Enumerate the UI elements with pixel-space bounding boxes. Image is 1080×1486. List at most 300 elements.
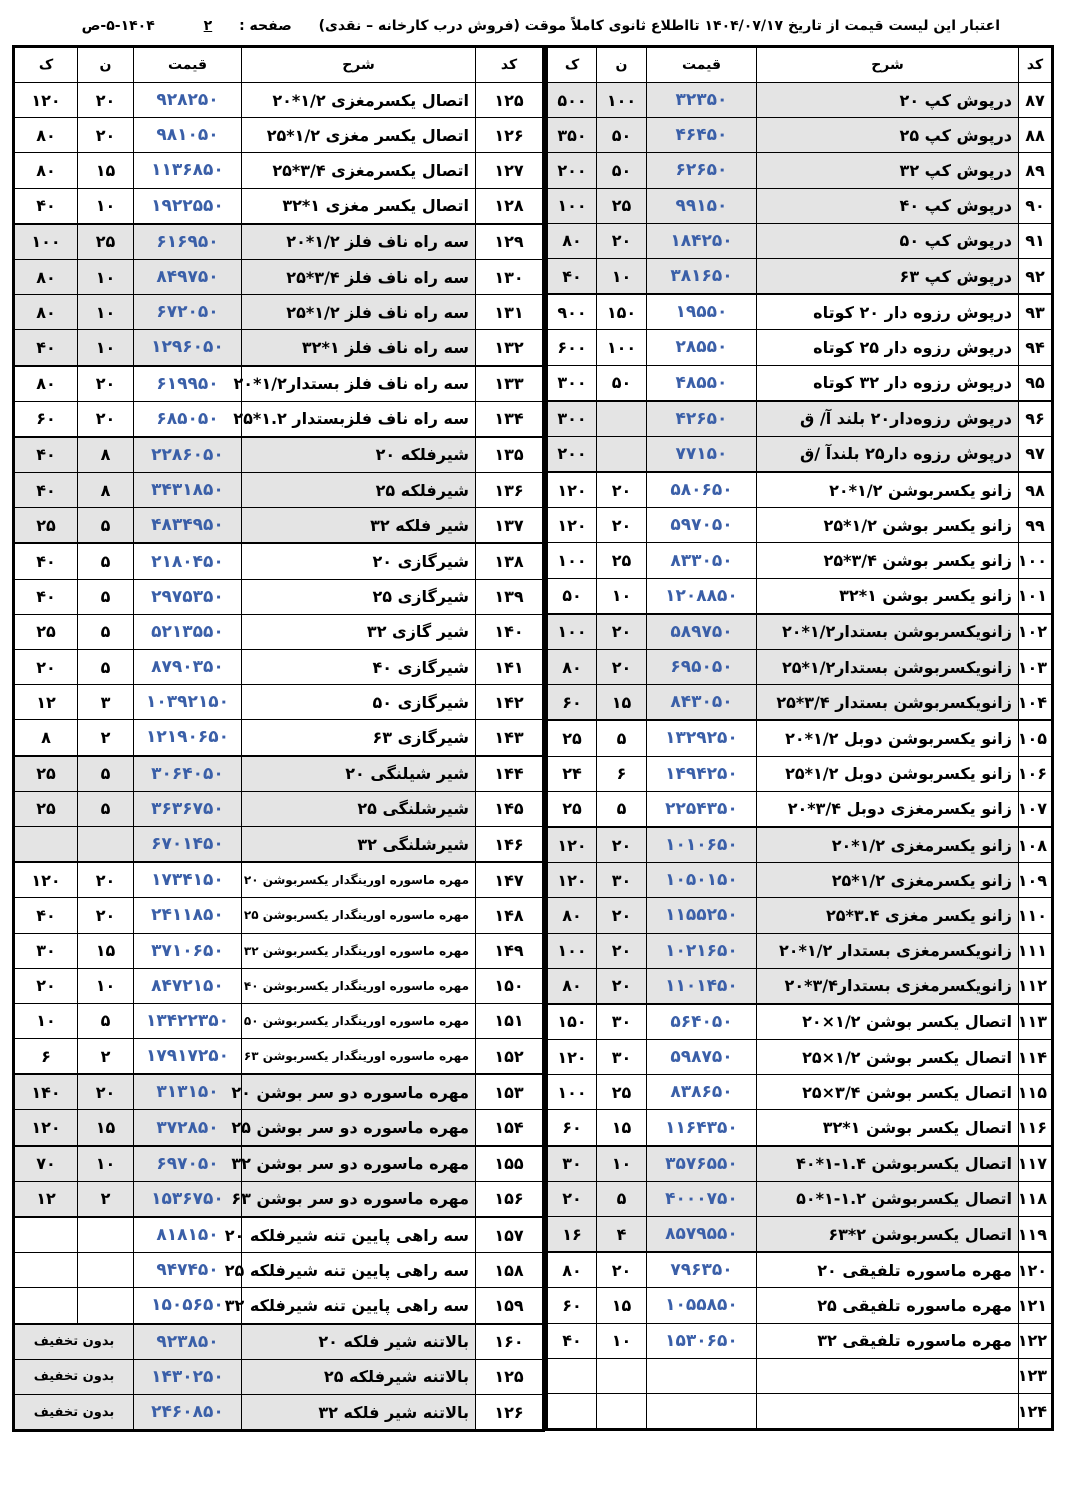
row-description: مهره ماسوره اورینگدار یکسربوشن ۲۵ — [242, 898, 476, 933]
row-n: ۵۰ — [597, 153, 647, 188]
price-table-left — [12, 45, 545, 1432]
row-code: ۱۲۵ — [476, 1359, 544, 1394]
row-code: ۱۱۸ — [1019, 1181, 1053, 1216]
row-k: ۲۵ — [547, 791, 597, 827]
table-row — [14, 508, 544, 544]
row-price: ۸۳۸۶۵۰ — [647, 1075, 757, 1110]
row-n: ۲ — [78, 1039, 134, 1075]
table-row — [547, 83, 1053, 118]
row-price: ۶۱۶۹۵۰ — [134, 224, 242, 260]
row-description: سه راه ناف فلز ۱*۳۲ — [242, 330, 476, 366]
row-price: ۱۹۵۵۰ — [647, 294, 757, 330]
col-n: ن — [78, 47, 134, 83]
table-row — [547, 436, 1053, 472]
table-row — [547, 720, 1053, 756]
row-code: ۱۱۰ — [1019, 898, 1053, 933]
row-k: ۲۵ — [14, 756, 78, 792]
row-code: ۱۱۴ — [1019, 1040, 1053, 1075]
row-n: ۸ — [78, 473, 134, 508]
row-k: ۳۰ — [547, 1146, 597, 1182]
row-description: زانو یکسرمغزی ۱/۲*۲۰ — [757, 827, 1019, 863]
row-price: ۹۲۸۲۵۰ — [134, 83, 242, 118]
row-n: ۲۰ — [597, 933, 647, 968]
row-k: ۱۰۰ — [547, 188, 597, 223]
row-description: اتصال یکسربوشن ۲*۶۳ — [757, 1217, 1019, 1253]
row-k: ۸۰ — [14, 153, 78, 188]
row-k: ۳۰۰ — [547, 401, 597, 437]
col-k: ک — [547, 47, 597, 83]
row-code: ۱۱۲ — [1019, 968, 1053, 1004]
row-k: ۴۰ — [547, 258, 597, 294]
row-description: سه راهی پایین تنه شیرفلکه ۲۵ — [242, 1253, 476, 1288]
row-n: ۵ — [78, 579, 134, 614]
col-price: قیمت — [134, 47, 242, 83]
row-price: ۸۴۷۲۱۵۰ — [134, 968, 242, 1003]
table-row — [14, 614, 544, 649]
row-price: ۳۷۱۰۶۵۰ — [134, 933, 242, 968]
table-row — [547, 188, 1053, 223]
row-n: ۱۰ — [78, 259, 134, 294]
row-n: ۱۰ — [597, 258, 647, 294]
row-n: ۵ — [78, 791, 134, 826]
row-n: ۱۰ — [597, 578, 647, 614]
row-code: ۹۳ — [1019, 294, 1053, 330]
row-code: ۱۵۱ — [476, 1003, 544, 1038]
row-k: ۵۰۰ — [547, 83, 597, 118]
table-row — [547, 472, 1053, 508]
row-k: ۲۴ — [547, 756, 597, 791]
row-n: ۶ — [597, 756, 647, 791]
row-code: ۱۰۶ — [1019, 756, 1053, 791]
row-code: ۱۳۳ — [476, 366, 544, 402]
row-price: ۴۸۵۵۰ — [647, 365, 757, 401]
doc-code: ۱۴۰۴-۵-ص — [81, 18, 155, 34]
row-code: ۹۹ — [1019, 508, 1053, 543]
row-k: ۲۵ — [14, 791, 78, 826]
row-code: ۱۱۹ — [1019, 1217, 1053, 1253]
row-n: ۱۰ — [78, 1146, 134, 1182]
row-code: ۱۰۰ — [1019, 543, 1053, 578]
row-n: ۱۰ — [78, 188, 134, 224]
row-price: ۹۴۷۴۵۰ — [134, 1253, 242, 1288]
row-n: ۲۰ — [597, 1252, 647, 1288]
row-description: اتصال یکسرمغزی ۱/۲*۲۰ — [242, 83, 476, 118]
table-row — [547, 401, 1053, 437]
row-price: ۵۶۴۰۵۰ — [647, 1004, 757, 1040]
row-n: ۲۰ — [597, 650, 647, 685]
row-k: ۸۰ — [547, 223, 597, 258]
row-n: ۲۰ — [597, 898, 647, 933]
table-row — [14, 862, 544, 898]
row-code: ۹۱ — [1019, 223, 1053, 258]
row-code: ۱۵۰ — [476, 968, 544, 1003]
row-n: ۱۵ — [597, 1110, 647, 1146]
table-row — [547, 756, 1053, 791]
row-price: ۳۲۳۵۰ — [647, 83, 757, 118]
row-n: ۲۰ — [597, 223, 647, 258]
row-code: ۱۳۰ — [476, 259, 544, 294]
table-row — [547, 614, 1053, 650]
table-row — [14, 295, 544, 330]
row-n: ۵ — [78, 508, 134, 544]
row-price: ۱۱۶۴۳۵۰ — [647, 1110, 757, 1146]
table-row — [14, 473, 544, 508]
row-k: ۴۰ — [14, 473, 78, 508]
row-price: ۶۷۰۱۴۵۰ — [134, 826, 242, 862]
row-price: ۹۲۳۸۵۰ — [134, 1324, 242, 1360]
row-code: ۱۶۰ — [476, 1324, 544, 1360]
row-k: ۲۰۰ — [547, 153, 597, 188]
row-description: شیرگازی ۶۳ — [242, 720, 476, 756]
row-code: ۱۲۲ — [1019, 1323, 1053, 1358]
table-row — [547, 578, 1053, 614]
table-row — [14, 1253, 544, 1288]
row-code: ۱۰۸ — [1019, 827, 1053, 863]
row-n: ۲۰ — [78, 1074, 134, 1110]
table-row — [547, 1217, 1053, 1253]
row-description: مهره ماسوره تلفیقی ۲۵ — [757, 1288, 1019, 1323]
row-description: درپوش کپ ۲۵ — [757, 118, 1019, 153]
table-header-row — [14, 47, 544, 83]
table-row — [14, 118, 544, 153]
table-row — [14, 1039, 544, 1075]
col-desc: شرح — [757, 47, 1019, 83]
row-description: مهره ماسوره دو سر بوشن ۲۵ — [242, 1110, 476, 1146]
row-k: ۲۰ — [14, 968, 78, 1003]
row-description: زانو یکسر بوشن ۱/۲*۲۵ — [757, 508, 1019, 543]
table-row — [14, 366, 544, 402]
row-k: ۲۵ — [14, 614, 78, 649]
row-description: سه راهی پایین تنه شیرفلکه ۳۲ — [242, 1288, 476, 1324]
row-k: ۸۰ — [14, 295, 78, 330]
row-price: ۳۱۳۱۵۰ — [134, 1074, 242, 1110]
row-k: ۲۰ — [547, 1181, 597, 1216]
row-n: ۱۵ — [78, 153, 134, 188]
row-n: ۵۰ — [597, 118, 647, 153]
table-body-left — [14, 83, 544, 1431]
row-price — [647, 1393, 757, 1429]
row-code: ۱۳۸ — [476, 543, 544, 579]
row-description: زانو یکسربوشن دوبل ۱/۲*۲۰ — [757, 720, 1019, 756]
row-description: مهره ماسوره اورینگدار یکسربوشن ۲۰ — [242, 862, 476, 898]
row-price: ۱۳۴۲۲۳۵۰ — [134, 1003, 242, 1038]
row-description: مهره ماسوره دو سر بوشن ۲۰ — [242, 1074, 476, 1110]
row-n: ۲۰ — [78, 898, 134, 933]
row-code: ۱۴۰ — [476, 614, 544, 649]
row-description: مهره ماسوره اورینگدار یکسربوشن ۶۳ — [242, 1039, 476, 1075]
row-code: ۱۵۲ — [476, 1039, 544, 1075]
row-note: بدون تخفیف — [14, 1324, 134, 1360]
row-price: ۲۸۵۵۰ — [647, 330, 757, 365]
row-price: ۸۳۳۰۵۰ — [647, 543, 757, 578]
row-description: شیرشلنگی ۲۵ — [242, 791, 476, 826]
row-price: ۷۷۱۵۰ — [647, 436, 757, 472]
row-description: مهره ماسوره تلفیقی ۲۰ — [757, 1252, 1019, 1288]
row-k: ۸۰ — [14, 366, 78, 402]
row-n: ۲۵ — [597, 1075, 647, 1110]
row-price: ۱۹۲۲۵۵۰ — [134, 188, 242, 224]
row-code: ۱۴۷ — [476, 862, 544, 898]
table-row — [547, 1393, 1053, 1429]
table-body-right — [547, 83, 1053, 1430]
row-price: ۹۸۱۰۵۰ — [134, 118, 242, 153]
row-k: ۱۰ — [14, 1003, 78, 1038]
row-k: ۸۰ — [14, 118, 78, 153]
row-price: ۵۸۰۶۵۰ — [647, 472, 757, 508]
row-description: شیرشلنگی ۳۲ — [242, 826, 476, 862]
row-n: ۳۰ — [597, 1040, 647, 1075]
row-k: ۶۰ — [14, 401, 78, 437]
row-description: زانو یکسر مغزی ۳.۴*۲۵ — [757, 898, 1019, 933]
row-k: ۲۵ — [14, 508, 78, 544]
row-price: ۱۲۱۹۰۶۵۰ — [134, 720, 242, 756]
row-price: ۱۴۹۴۲۵۰ — [647, 756, 757, 791]
row-k: ۸۰ — [547, 650, 597, 685]
page-label — [182, 18, 292, 34]
row-description: درپوش رزوه دار ۳۲ کوتاه — [757, 365, 1019, 401]
row-n — [78, 1288, 134, 1324]
row-k: ۴۰ — [547, 1323, 597, 1358]
row-k: ۷۰ — [14, 1146, 78, 1182]
row-k: ۱۲۰ — [547, 508, 597, 543]
row-description: شیر گازی ۳۲ — [242, 614, 476, 649]
row-n: ۳ — [78, 685, 134, 720]
row-code: ۱۵۷ — [476, 1217, 544, 1253]
row-code: ۹۲ — [1019, 258, 1053, 294]
row-code: ۹۷ — [1019, 436, 1053, 472]
row-n: ۱۰۰ — [597, 330, 647, 365]
col-n: ن — [597, 47, 647, 83]
row-price: ۶۸۵۰۵۰ — [134, 401, 242, 437]
row-k — [14, 1288, 78, 1324]
row-k: ۶۰ — [547, 1110, 597, 1146]
row-code: ۱۲۶ — [476, 118, 544, 153]
row-description: زانویکسربوشن بستدار۱/۲*۲۵ — [757, 650, 1019, 685]
table-row — [14, 579, 544, 614]
row-k: ۱۲ — [14, 685, 78, 720]
row-description: مهره ماسوره اورینگدار یکسربوشن ۵۰ — [242, 1003, 476, 1038]
row-description: زانو یکسرمغزی ۱/۲*۲۵ — [757, 863, 1019, 898]
row-description: مهره ماسوره تلفیقی ۳۲ — [757, 1323, 1019, 1358]
row-n: ۲ — [78, 1181, 134, 1217]
table-row — [547, 791, 1053, 827]
row-n: ۵ — [597, 791, 647, 827]
table-row — [547, 223, 1053, 258]
row-k: ۸۰ — [547, 968, 597, 1004]
row-n: ۱۵ — [597, 1288, 647, 1323]
row-code: ۱۰۳ — [1019, 650, 1053, 685]
row-n — [597, 401, 647, 437]
row-n: ۵ — [78, 1003, 134, 1038]
row-n: ۵ — [597, 720, 647, 756]
row-k: ۱۲۰ — [547, 472, 597, 508]
row-price: ۵۲۱۳۵۵۰ — [134, 614, 242, 649]
table-row — [14, 437, 544, 473]
row-description: زانو یکسربوشن دوبل ۱/۲*۲۵ — [757, 756, 1019, 791]
row-price: ۴۰۰۰۷۵۰ — [647, 1181, 757, 1216]
table-row — [14, 1003, 544, 1038]
row-price: ۱۴۳۰۲۵۰ — [134, 1359, 242, 1394]
row-price: ۱۵۳۰۶۵۰ — [647, 1323, 757, 1358]
row-n: ۲۰ — [78, 366, 134, 402]
row-price: ۳۸۱۶۵۰ — [647, 258, 757, 294]
page-header — [81, 18, 1000, 42]
row-n: ۱۰ — [597, 1323, 647, 1358]
row-description: شیرگازی ۲۰ — [242, 543, 476, 579]
row-k: ۴۰ — [14, 543, 78, 579]
row-k: ۸۰ — [547, 1252, 597, 1288]
row-price: ۳۰۶۴۰۵۰ — [134, 756, 242, 792]
table-row — [547, 508, 1053, 543]
row-price: ۷۹۶۳۵۰ — [647, 1252, 757, 1288]
row-code: ۱۴۴ — [476, 756, 544, 792]
row-code: ۱۱۱ — [1019, 933, 1053, 968]
row-price: ۶۹۷۰۵۰ — [134, 1146, 242, 1182]
row-description: زانویکسربوشن بستدار ۳/۴*۲۵ — [757, 685, 1019, 721]
row-code: ۱۲۶ — [476, 1394, 544, 1430]
row-code: ۱۴۶ — [476, 826, 544, 862]
row-n: ۲۰ — [597, 968, 647, 1004]
table-row — [547, 1323, 1053, 1358]
row-n — [597, 1358, 647, 1393]
row-n: ۴ — [597, 1217, 647, 1253]
row-price: ۶۷۲۰۵۰ — [134, 295, 242, 330]
row-k: ۱۶ — [547, 1217, 597, 1253]
row-price: ۴۶۴۵۰ — [647, 118, 757, 153]
row-k — [14, 826, 78, 862]
table-row — [14, 1359, 544, 1394]
row-price: ۲۴۶۰۸۵۰ — [134, 1394, 242, 1430]
row-price: ۶۲۶۵۰ — [647, 153, 757, 188]
row-code: ۱۳۶ — [476, 473, 544, 508]
row-price: ۱۷۳۴۱۵۰ — [134, 862, 242, 898]
row-n: ۲۰ — [597, 614, 647, 650]
row-price: ۱۷۹۱۷۲۵۰ — [134, 1039, 242, 1075]
row-price: ۸۴۳۰۵۰ — [647, 685, 757, 721]
table-row — [14, 826, 544, 862]
row-note: بدون تخفیف — [14, 1359, 134, 1394]
table-row — [547, 1075, 1053, 1110]
row-code: ۱۵۸ — [476, 1253, 544, 1288]
table-row — [14, 1288, 544, 1324]
row-n: ۵ — [78, 614, 134, 649]
row-description: سه راه ناف فلز ۱/۲*۲۵ — [242, 295, 476, 330]
table-row — [14, 720, 544, 756]
row-code: ۱۴۵ — [476, 791, 544, 826]
row-k: ۲۰۰ — [547, 436, 597, 472]
table-row — [547, 1358, 1053, 1393]
row-description: درپوش رزوه‌دار۲۰ بلند آ/ ق — [757, 401, 1019, 437]
row-price: ۵۸۹۷۵۰ — [647, 614, 757, 650]
row-n: ۲۰ — [78, 401, 134, 437]
row-price: ۳۷۲۸۵۰ — [134, 1110, 242, 1146]
table-row — [547, 294, 1053, 330]
row-n: ۸ — [78, 437, 134, 473]
row-k: ۱۰۰ — [547, 1075, 597, 1110]
row-price: ۵۹۷۰۵۰ — [647, 508, 757, 543]
table-row — [14, 650, 544, 685]
row-description: شیرگازی ۲۵ — [242, 579, 476, 614]
row-price: ۲۹۷۵۳۵۰ — [134, 579, 242, 614]
row-description: زانو یکسربوشن ۱/۲*۲۰ — [757, 472, 1019, 508]
row-description: شیرفلکه ۲۵ — [242, 473, 476, 508]
table-row — [547, 898, 1053, 933]
row-code: ۱۵۳ — [476, 1074, 544, 1110]
row-n — [78, 1253, 134, 1288]
row-k: ۴۰ — [14, 898, 78, 933]
row-description: درپوش کپ ۲۰ — [757, 83, 1019, 118]
row-code: ۹۸ — [1019, 472, 1053, 508]
row-description: مهره ماسوره دو سر بوشن ۶۳ — [242, 1181, 476, 1217]
table-row — [547, 118, 1053, 153]
row-n: ۲۵ — [597, 543, 647, 578]
row-description: سه راه ناف فلز ۱/۲*۲۰ — [242, 224, 476, 260]
table-row — [14, 401, 544, 437]
row-n: ۵ — [597, 1181, 647, 1216]
row-k: ۴۰ — [14, 437, 78, 473]
row-code: ۱۰۷ — [1019, 791, 1053, 827]
row-code: ۱۴۸ — [476, 898, 544, 933]
row-description: زانو یکسر بوشن ۱*۳۲ — [757, 578, 1019, 614]
row-n: ۱۵ — [78, 1110, 134, 1146]
row-n: ۲۵ — [597, 188, 647, 223]
row-k: ۱۲۰ — [14, 83, 78, 118]
row-k: ۹۰۰ — [547, 294, 597, 330]
row-code: ۱۲۰ — [1019, 1252, 1053, 1288]
row-code: ۱۲۱ — [1019, 1288, 1053, 1323]
row-price: ۱۵۰۵۶۵۰ — [134, 1288, 242, 1324]
row-note: بدون تخفیف — [14, 1394, 134, 1430]
row-code: ۱۳۱ — [476, 295, 544, 330]
row-description: زانویکسربوشن بستدار۱/۲*۲۰ — [757, 614, 1019, 650]
row-description: اتصال یکسرمغزی ۳/۴*۲۵ — [242, 153, 476, 188]
row-price: ۶۹۵۰۵۰ — [647, 650, 757, 685]
row-code: ۱۰۲ — [1019, 614, 1053, 650]
table-row — [14, 1217, 544, 1253]
row-code: ۱۱۳ — [1019, 1004, 1053, 1040]
page-label-text: صفحه : — [239, 18, 292, 34]
row-description: شیر شیلنگی ۲۰ — [242, 756, 476, 792]
row-description: اتصال یکسر بوشن ۱/۲×۲۵ — [757, 1040, 1019, 1075]
row-description: درپوش رزوه دار ۲۵ کوتاه — [757, 330, 1019, 365]
row-k: ۱۴۰ — [14, 1074, 78, 1110]
table-row — [547, 968, 1053, 1004]
row-k: ۱۲ — [14, 1181, 78, 1217]
row-n: ۱۰۰ — [597, 83, 647, 118]
row-code: ۸۹ — [1019, 153, 1053, 188]
row-n — [78, 826, 134, 862]
table-row — [547, 650, 1053, 685]
row-price: ۸۴۹۷۵۰ — [134, 259, 242, 294]
table-row — [547, 153, 1053, 188]
row-description: درپوش کپ ۴۰ — [757, 188, 1019, 223]
table-row — [547, 1110, 1053, 1146]
row-k: ۱۰۰ — [547, 614, 597, 650]
row-price: ۴۸۳۴۹۵۰ — [134, 508, 242, 544]
table-row — [547, 863, 1053, 898]
row-k: ۱۰۰ — [547, 933, 597, 968]
row-code: ۱۳۴ — [476, 401, 544, 437]
row-price: ۶۱۹۹۵۰ — [134, 366, 242, 402]
row-description: مهره ماسوره اورینگدار یکسربوشن ۳۲ — [242, 933, 476, 968]
table-row — [14, 153, 544, 188]
table-row — [14, 685, 544, 720]
row-k: ۶۰ — [547, 1288, 597, 1323]
row-k — [547, 1358, 597, 1393]
row-price: ۴۲۶۵۰ — [647, 401, 757, 437]
row-price: ۳۶۳۶۷۵۰ — [134, 791, 242, 826]
table-row — [547, 1252, 1053, 1288]
